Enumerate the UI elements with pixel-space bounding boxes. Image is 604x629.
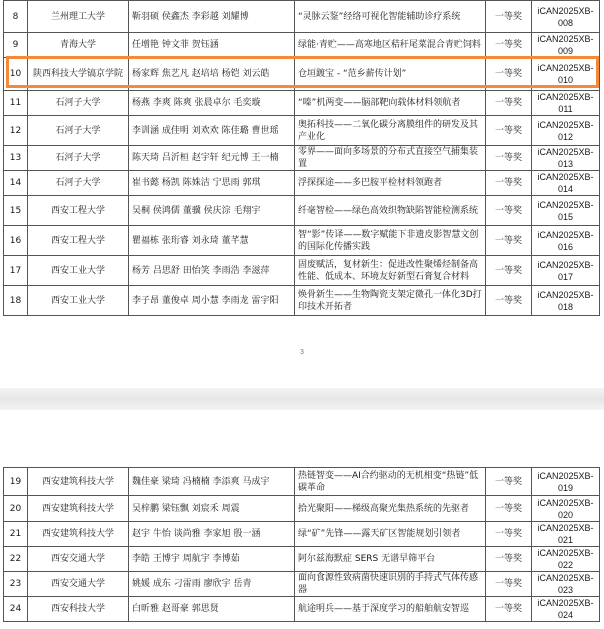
row-number: 16 (4, 226, 28, 256)
entry-code: iCAN2025XB-016 (532, 226, 600, 256)
row-number: 21 (4, 522, 28, 547)
team-members: 赵宇 牛怡 谈尚雅 李家旭 殷一涵 (129, 522, 295, 547)
row-number: 8 (4, 1, 28, 33)
table-row (4, 522, 600, 547)
team-members: 吴桐 侯鸿儒 董骥 侯庆淙 毛翔宇 (129, 196, 295, 226)
award-level: 一等奖 (486, 116, 532, 146)
project-title: 拾光聚阳——梯级高聚光集热系统的先驱者 (295, 496, 486, 522)
entry-code: iCAN2025XB-013 (532, 146, 600, 171)
award-level: 一等奖 (486, 286, 532, 316)
team-members: 瞿福栋 张珩睿 刘永琦 董芊慧 (129, 226, 295, 256)
entry-code: iCAN2025XB-015 (532, 196, 600, 226)
entry-code: iCAN2025XB-020 (532, 496, 600, 522)
entry-code: iCAN2025XB-010 (532, 58, 600, 91)
awards-table-bottom (3, 467, 600, 622)
entry-code: iCAN2025XB-008 (532, 1, 600, 33)
team-members: 魏佳豪 梁琦 冯楠楠 李添爽 马成宇 (129, 468, 295, 496)
entry-code: iCAN2025XB-012 (532, 116, 600, 146)
table-row (4, 547, 600, 572)
team-members: 杨燕 李爽 陈爽 张晨卓尔 毛奕璇 (129, 91, 295, 116)
project-title: 阿尔兹海默症 SERS 无谱早筛平台 (295, 547, 486, 572)
team-members: 任增艳 钟文菲 贺钰涵 (129, 33, 295, 58)
award-level: 一等奖 (486, 522, 532, 547)
entry-code: iCAN2025XB-018 (532, 286, 600, 316)
project-title: 奥拓科技——二氧化碳分离膜组件的研发及其产业化 (295, 116, 486, 146)
school-name: 西安科技大学 (28, 597, 129, 622)
school-name: 西安建筑科技大学 (28, 468, 129, 496)
school-name: 西安工业大学 (28, 256, 129, 286)
table-row (4, 1, 600, 33)
awards-table-bottom-body (4, 468, 600, 622)
row-number: 17 (4, 256, 28, 286)
school-name: 陕西科技大学镐京学院 (28, 58, 129, 91)
award-level: 一等奖 (486, 468, 532, 496)
table-row (4, 58, 600, 91)
row-number: 23 (4, 572, 28, 597)
table-row (4, 33, 600, 58)
school-name: 石河子大学 (28, 116, 129, 146)
project-title: 航途明兵——基于深度学习的船舶航安智巡 (295, 597, 486, 622)
award-level: 一等奖 (486, 496, 532, 522)
team-members: 靳羽硕 侯鑫杰 李彩越 刘耀博 (129, 1, 295, 33)
school-name: 石河子大学 (28, 91, 129, 116)
table-row (4, 496, 600, 522)
document-page-bottom (0, 410, 604, 629)
page-separator (0, 388, 604, 410)
table-row (4, 116, 600, 146)
row-number: 10 (4, 58, 28, 91)
row-number: 11 (4, 91, 28, 116)
awards-table-top-body (4, 1, 600, 316)
row-number: 22 (4, 547, 28, 572)
row-number: 12 (4, 116, 28, 146)
school-name: 西安建筑科技大学 (28, 522, 129, 547)
team-members: 杨芳 吕思舒 田怡笑 李雨浩 李滋萍 (129, 256, 295, 286)
entry-code: iCAN2025XB-011 (532, 91, 600, 116)
entry-code: iCAN2025XB-021 (532, 522, 600, 547)
row-number: 19 (4, 468, 28, 496)
table-row (4, 226, 600, 256)
table-row (4, 171, 600, 196)
project-title: “嗪”机两变——脑部靶向载体材料领航者 (295, 91, 486, 116)
award-level: 一等奖 (486, 91, 532, 116)
team-members: 崔书懿 杨凯 陈姝洁 宁思雨 郭琪 (129, 171, 295, 196)
school-name: 西安交通大学 (28, 572, 129, 597)
table-row (4, 597, 600, 622)
project-title: 浮探探途——多巴胺平检材料领跑者 (295, 171, 486, 196)
table-row (4, 196, 600, 226)
entry-code: iCAN2025XB-024 (532, 597, 600, 622)
team-members: 杨家辉 焦艺凡 赵培培 杨铠 刘云皓 (129, 58, 295, 91)
school-name: 青海大学 (28, 33, 129, 58)
row-number: 15 (4, 196, 28, 226)
school-name: 西安工程大学 (28, 196, 129, 226)
school-name: 西安建筑科技大学 (28, 496, 129, 522)
entry-code: iCAN2025XB-019 (532, 468, 600, 496)
row-number: 14 (4, 171, 28, 196)
award-level: 一等奖 (486, 171, 532, 196)
team-members: 白昕雅 赵哥豪 郭思贤 (129, 597, 295, 622)
row-number: 13 (4, 146, 28, 171)
award-level: 一等奖 (486, 1, 532, 33)
award-level: 一等奖 (486, 146, 532, 171)
school-name: 西安工程大学 (28, 226, 129, 256)
table-row (4, 468, 600, 496)
team-members: 李子昂 董俊卓 周小慧 李雨龙 雷宇阳 (129, 286, 295, 316)
table-row (4, 91, 600, 116)
award-level: 一等奖 (486, 547, 532, 572)
entry-code: iCAN2025XB-014 (532, 171, 600, 196)
project-title: 固废赋活，复材新生：促进改性聚烯烃制备高性能、低成本、环境友好新型石膏复合材料 (295, 256, 486, 286)
school-name: 西安工业大学 (28, 286, 129, 316)
award-level: 一等奖 (486, 226, 532, 256)
project-title: 热链智变——AI合约驱动的无机相变“热链”低碳革命 (295, 468, 486, 496)
project-title: 绿能·青贮——高寒地区秸秆尾菜混合青贮饲料 (295, 33, 486, 58)
table-row (4, 256, 600, 286)
row-number: 24 (4, 597, 28, 622)
entry-code: iCAN2025XB-023 (532, 572, 600, 597)
page-number: 3 (300, 349, 304, 356)
team-members: 姚媛 成东 刁雷雨 廖欣宇 岳青 (129, 572, 295, 597)
team-members: 李皓 王博宇 周航宇 李博茹 (129, 547, 295, 572)
award-level: 一等奖 (486, 597, 532, 622)
entry-code: iCAN2025XB-022 (532, 547, 600, 572)
school-name: 兰州理工大学 (28, 1, 129, 33)
school-name: 石河子大学 (28, 171, 129, 196)
table-row (4, 572, 600, 597)
award-level: 一等奖 (486, 196, 532, 226)
awards-table-top (3, 0, 600, 316)
team-members: 吴梓鹏 梁钰飘 刘宸禾 周震 (129, 496, 295, 522)
table-row (4, 286, 600, 316)
project-title: 零界——面向多场景的分布式直接空气捕集装置 (295, 146, 486, 171)
project-title: 纤毫智检——绿色高效织物缺陷智能检测系统 (295, 196, 486, 226)
project-title: 绿“矿”先锋——露天矿区智能规划引领者 (295, 522, 486, 547)
award-level: 一等奖 (486, 58, 532, 91)
award-level: 一等奖 (486, 33, 532, 58)
project-title: “灵脉云鉴”经络可视化智能辅助诊疗系统 (295, 1, 486, 33)
award-level: 一等奖 (486, 256, 532, 286)
project-title: 仓垣踱宝 - “范乡薪传计划” (295, 58, 486, 91)
entry-code: iCAN2025XB-017 (532, 256, 600, 286)
row-number: 20 (4, 496, 28, 522)
row-number: 9 (4, 33, 28, 58)
award-level: 一等奖 (486, 572, 532, 597)
school-name: 西安交通大学 (28, 547, 129, 572)
school-name: 石河子大学 (28, 146, 129, 171)
project-title: 智“影”传译——数字赋能下非遗皮影智慧文创的国际化传播实践 (295, 226, 486, 256)
entry-code: iCAN2025XB-009 (532, 33, 600, 58)
project-title: 焕骨新生——生物陶瓷支架定微孔一体化3D打印技术开拓者 (295, 286, 486, 316)
row-number: 18 (4, 286, 28, 316)
project-title: 面向食源性致病菌快速识别的手持式气体传感器 (295, 572, 486, 597)
table-row (4, 146, 600, 171)
team-members: 李训涵 成佳明 刘欢欢 陈佳璐 曹世瑶 (129, 116, 295, 146)
team-members: 陈天琦 吕沂桓 赵宇轩 纪元博 王一楠 (129, 146, 295, 171)
